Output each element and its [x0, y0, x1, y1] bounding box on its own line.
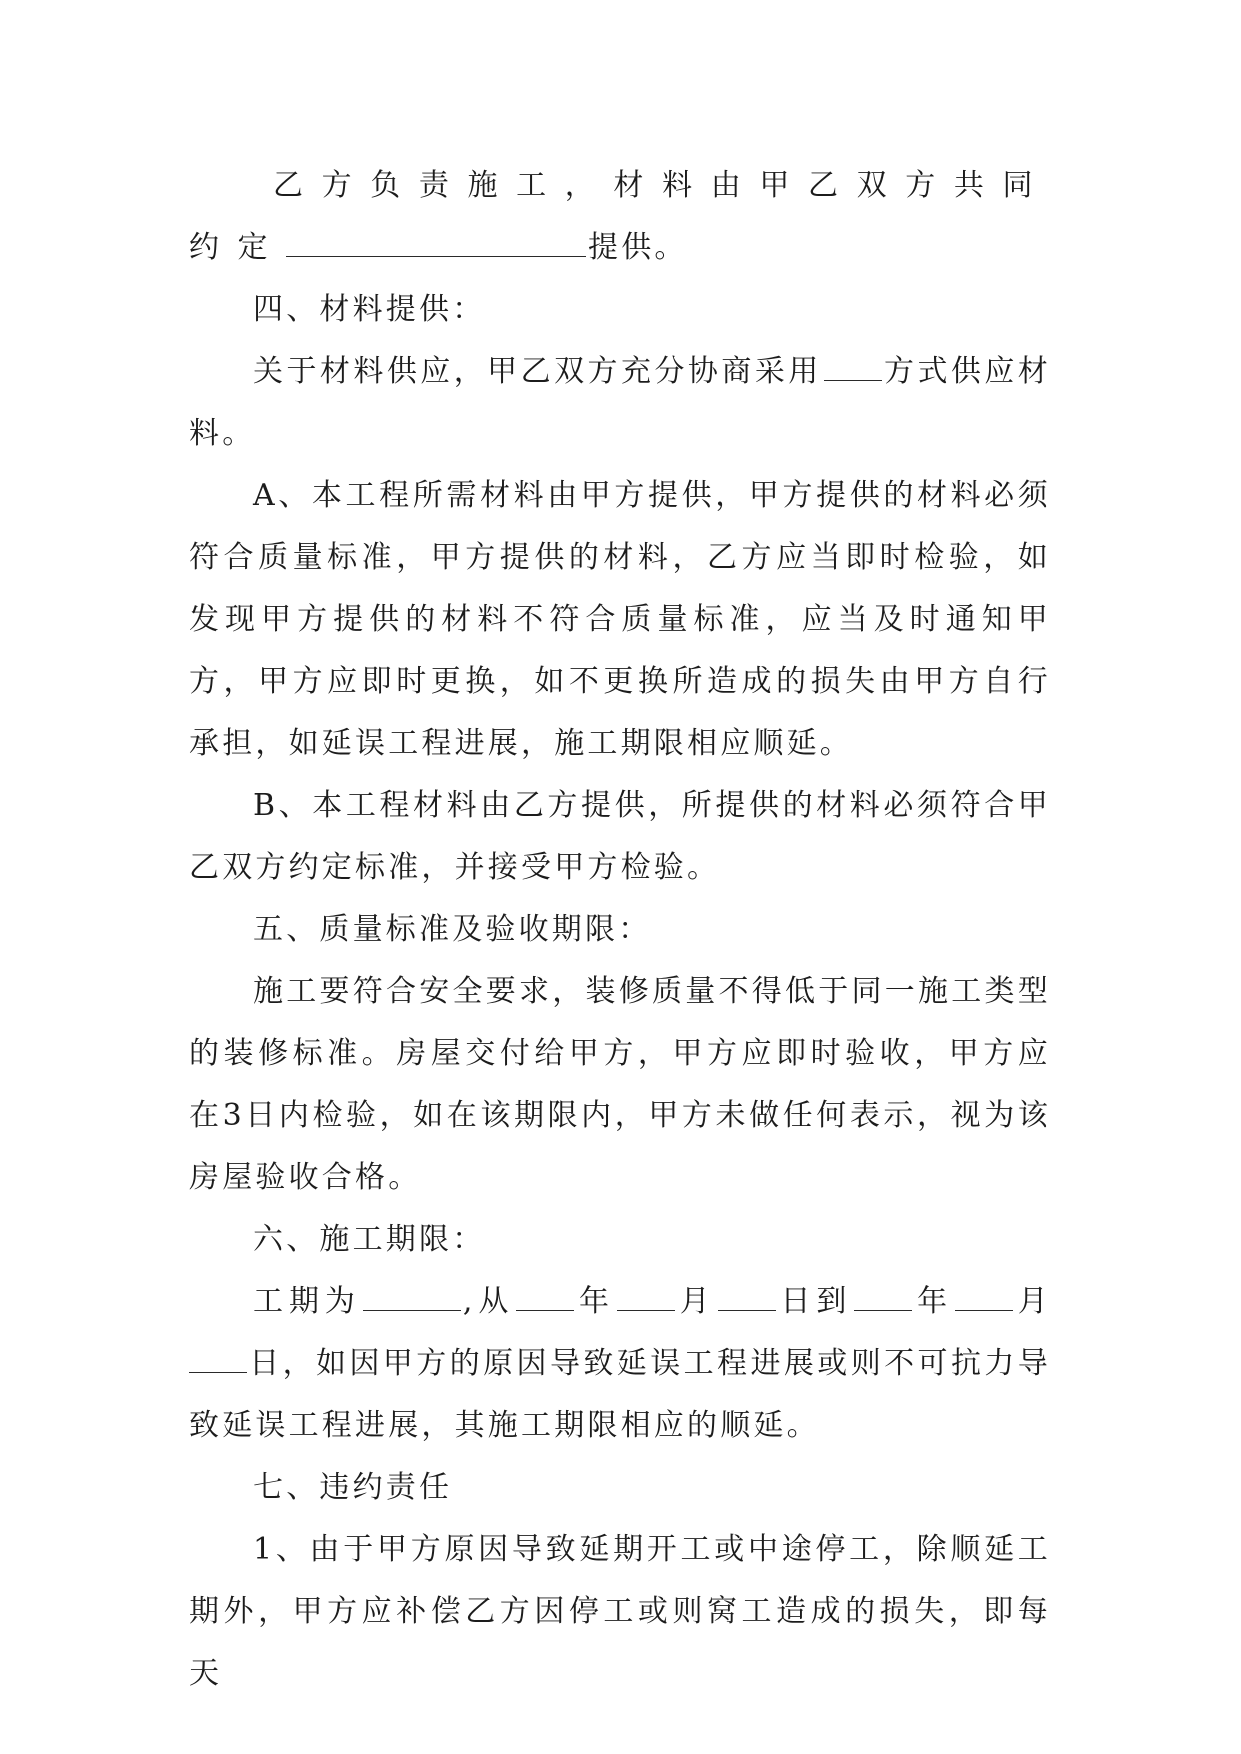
paragraph-material-supply	[189, 341, 1051, 465]
paragraph-construction-period	[189, 1271, 1051, 1457]
paragraph-text: ,从	[462, 1284, 515, 1319]
paragraph-text: 年	[914, 1284, 954, 1319]
paragraph-clause-a: A、本工程所需材料由甲方提供，甲方提供的材料必须符合质量标准，甲方提供的材料，乙方应当即时检验，如发现甲方提供的材料不符合质量标准，应当及时通知甲方，甲方应即时更换，如不更换所造成的损失由甲方自行承担，如延误工程进展，施工期限相应顺延。	[189, 478, 1051, 761]
fill-blank	[955, 1288, 1013, 1311]
paragraph-clause-b: B、本工程材料由乙方提供，所提供的材料必须符合甲乙双方约定标准，并接受甲方检验。	[189, 788, 1051, 885]
fill-blank	[617, 1288, 675, 1311]
section-heading-liability: 七、违约责任	[253, 1470, 453, 1505]
section-heading-materials: 四、材料提供：	[253, 292, 486, 327]
paragraph-text: 日，如因甲方的原因导致延误工程进展或则不可抗力导致延误工程进展，其施工期限相应的顺延。	[189, 1346, 1051, 1443]
paragraph-construction-responsibility	[189, 155, 1051, 279]
paragraph-text: 关于材料供应，甲乙双方充分协商采用	[253, 354, 822, 389]
paragraph-quality-standard: 施工要符合安全要求，装修质量不得低于同一施工类型的装修标准。房屋交付给甲方，甲方应即时验收，甲方应在3日内检验，如在该期限内，甲方未做任何表示，视为该房屋验收合格。	[189, 974, 1051, 1195]
paragraph-text: 工期为	[253, 1284, 361, 1319]
section-heading-quality: 五、质量标准及验收期限：	[253, 912, 652, 947]
fill-blank	[854, 1288, 912, 1311]
section-heading-construction-period: 六、施工期限：	[253, 1222, 486, 1257]
paragraph-suffix: 提供。	[588, 230, 688, 265]
paragraph-liability-clause-1: 1、由于甲方原因导致延期开工或中途停工，除顺延工期外，甲方应补偿乙方因停工或则窝工造成的损失，即每天	[189, 1532, 1051, 1691]
paragraph-text: 方式供应材料。	[189, 354, 1052, 451]
paragraph-text: 乙方负责施工，材料由甲乙双方共同约定	[189, 168, 1051, 265]
paragraph-text: 日到	[777, 1284, 853, 1319]
paragraph-text: 月	[1015, 1284, 1052, 1319]
fill-blank	[718, 1288, 776, 1311]
document-body	[189, 155, 1051, 1705]
fill-blank	[824, 358, 882, 381]
fill-blank	[189, 1350, 247, 1373]
fill-blank	[286, 234, 586, 257]
fill-blank	[363, 1288, 461, 1311]
fill-blank	[516, 1288, 574, 1311]
paragraph-text: 月	[677, 1284, 716, 1319]
paragraph-text: 年	[576, 1284, 615, 1319]
